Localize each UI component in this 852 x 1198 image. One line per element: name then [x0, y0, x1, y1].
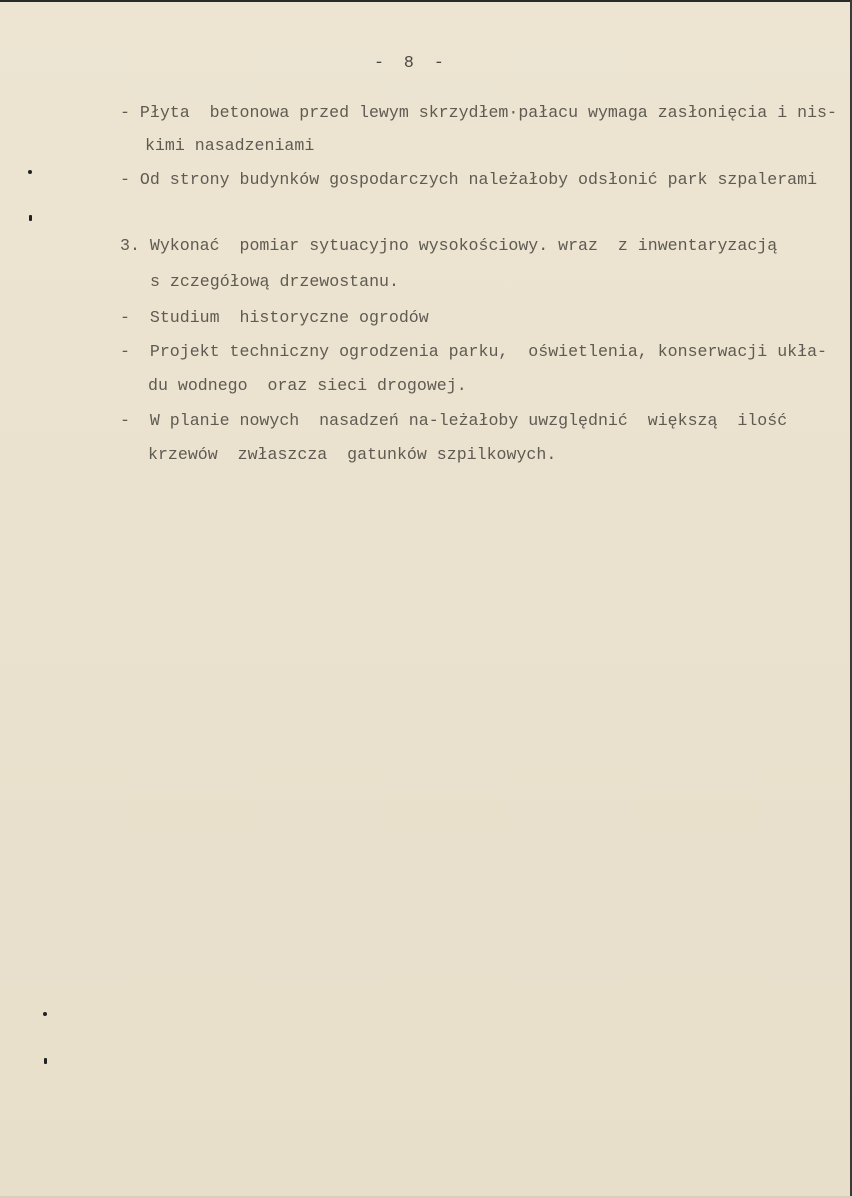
text-line: - W planie nowych nasadzeń na-leżałoby uwzględnić większą ilość: [120, 411, 788, 430]
binding-hole-mark: [44, 1058, 47, 1064]
text-line: - Studium historyczne ogrodów: [120, 308, 429, 327]
page-number: - 8 -: [374, 53, 449, 72]
text-line: - Płyta betonowa przed lewym skrzydłem·pałacu wymaga zasłonięcia i nis-: [120, 103, 837, 122]
text-line: kimi nasadzeniami: [145, 136, 315, 155]
text-line: - Od strony budynków gospodarczych należałoby odsłonić park szpalerami: [120, 170, 818, 189]
text-line: du wodnego oraz sieci drogowej.: [148, 376, 467, 395]
binding-hole-mark: [29, 215, 32, 221]
text-line: s zczegółową drzewostanu.: [150, 272, 399, 291]
text-line: - Projekt techniczny ogrodzenia parku, oświetlenia, konserwacji ukła-: [120, 342, 828, 361]
binding-hole-mark: [28, 170, 32, 174]
binding-hole-mark: [43, 1012, 47, 1016]
scan-edge-top: [0, 0, 852, 2]
text-line: 3. Wykonać pomiar sytuacyjno wysokościowy. wraz z inwentaryzacją: [120, 236, 778, 255]
text-line: krzewów zwłaszcza gatunków szpilkowych.: [148, 445, 557, 464]
